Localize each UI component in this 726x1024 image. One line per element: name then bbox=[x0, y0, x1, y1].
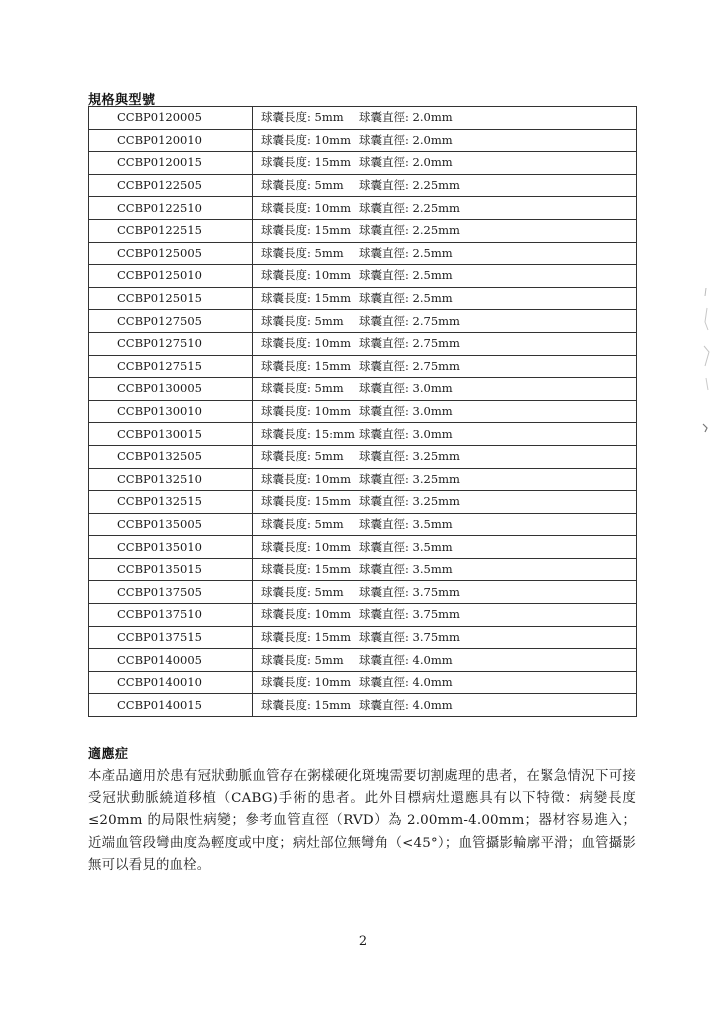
balloon-length: 球囊長度: 10mm bbox=[261, 471, 351, 486]
model-code-cell: CCBP0132515 bbox=[89, 491, 253, 514]
balloon-length: 球囊長度: 10mm bbox=[261, 132, 351, 147]
spec-table-row bbox=[89, 378, 637, 401]
model-code-cell: CCBP0132505 bbox=[89, 445, 253, 468]
balloon-diameter: 球囊直徑: 3.25mm bbox=[359, 494, 460, 509]
balloon-spec-cell bbox=[253, 265, 637, 288]
spec-table-row bbox=[89, 129, 637, 152]
balloon-length: 球囊長度: 5mm bbox=[261, 449, 344, 464]
balloon-spec-cell bbox=[253, 468, 637, 491]
balloon-spec-cell bbox=[253, 558, 637, 581]
model-code-cell: CCBP0132510 bbox=[89, 468, 253, 491]
balloon-diameter: 球囊直徑: 3.5mm bbox=[359, 516, 453, 531]
balloon-length: 球囊長度: 15:mm bbox=[261, 426, 355, 441]
balloon-diameter: 球囊直徑: 3.75mm bbox=[359, 607, 460, 622]
balloon-diameter: 球囊直徑: 2.0mm bbox=[359, 155, 453, 170]
model-code-cell: CCBP0135015 bbox=[89, 558, 253, 581]
balloon-spec-cell bbox=[253, 400, 637, 423]
spec-table-row bbox=[89, 265, 637, 288]
balloon-length: 球囊長度: 15mm bbox=[261, 697, 351, 712]
model-code-cell: CCBP0130005 bbox=[89, 378, 253, 401]
model-code-cell: CCBP0130015 bbox=[89, 423, 253, 446]
balloon-spec-cell bbox=[253, 626, 637, 649]
balloon-spec-cell bbox=[253, 604, 637, 627]
balloon-diameter: 球囊直徑: 4.0mm bbox=[359, 652, 453, 667]
balloon-diameter: 球囊直徑: 2.75mm bbox=[359, 313, 460, 328]
indications-heading: 適應症 bbox=[88, 747, 129, 762]
spec-table-row bbox=[89, 581, 637, 604]
spec-table-row bbox=[89, 626, 637, 649]
balloon-spec-cell bbox=[253, 310, 637, 333]
model-code-cell: CCBP0122510 bbox=[89, 197, 253, 220]
balloon-diameter: 球囊直徑: 2.5mm bbox=[359, 245, 453, 260]
balloon-spec-cell bbox=[253, 129, 637, 152]
model-code-cell: CCBP0122505 bbox=[89, 174, 253, 197]
indications-paragraph: 本產品適用於患有冠狀動脈血管存在粥樣硬化斑塊需要切割處理的患者，在緊急情況下可接受冠狀動脈繞道移植（CABG)手術的患者。此外目標病灶還應具有以下特徵：病變長度≤20mm 的局限性病變；參考血管直徑（RVD）為 2.00mm-4.00mm；器材容易進入；近端血管段彎曲度為輕度或中度；病灶部位無彎角（<45°）；血管攝影輪廓平滑；血管攝影無可以看見的血栓。 bbox=[88, 769, 636, 873]
model-code-cell: CCBP0140015 bbox=[89, 694, 253, 717]
spec-table-row bbox=[89, 513, 637, 536]
balloon-spec-cell bbox=[253, 536, 637, 559]
model-code-cell: CCBP0125005 bbox=[89, 242, 253, 265]
balloon-diameter: 球囊直徑: 2.75mm bbox=[359, 358, 460, 373]
balloon-length: 球囊長度: 5mm bbox=[261, 652, 344, 667]
model-code-cell: CCBP0127515 bbox=[89, 355, 253, 378]
balloon-length: 球囊長度: 15mm bbox=[261, 155, 351, 170]
model-code-cell: CCBP0127505 bbox=[89, 310, 253, 333]
balloon-spec-cell bbox=[253, 649, 637, 672]
balloon-diameter: 球囊直徑: 4.0mm bbox=[359, 675, 453, 690]
spec-table-row bbox=[89, 197, 637, 220]
spec-table-row bbox=[89, 649, 637, 672]
balloon-diameter: 球囊直徑: 3.5mm bbox=[359, 539, 453, 554]
balloon-length: 球囊長度: 10mm bbox=[261, 200, 351, 215]
balloon-length: 球囊長度: 5mm bbox=[261, 313, 344, 328]
spec-heading: 規格與型號 bbox=[88, 93, 156, 108]
balloon-spec-cell bbox=[253, 694, 637, 717]
balloon-length: 球囊長度: 10mm bbox=[261, 607, 351, 622]
spec-table-row bbox=[89, 332, 637, 355]
model-code-cell: CCBP0137515 bbox=[89, 626, 253, 649]
balloon-length: 球囊長度: 5mm bbox=[261, 516, 344, 531]
model-code-cell: CCBP0122515 bbox=[89, 219, 253, 242]
balloon-length: 球囊長度: 15mm bbox=[261, 494, 351, 509]
balloon-spec-cell bbox=[253, 671, 637, 694]
balloon-length: 球囊長度: 10mm bbox=[261, 268, 351, 283]
balloon-diameter: 球囊直徑: 3.0mm bbox=[359, 404, 453, 419]
balloon-diameter: 球囊直徑: 3.75mm bbox=[359, 584, 460, 599]
balloon-spec-cell bbox=[253, 332, 637, 355]
balloon-length: 球囊長度: 15mm bbox=[261, 223, 351, 238]
balloon-length: 球囊長度: 10mm bbox=[261, 675, 351, 690]
balloon-length: 球囊長度: 15mm bbox=[261, 562, 351, 577]
spec-table-row bbox=[89, 445, 637, 468]
balloon-spec-cell bbox=[253, 423, 637, 446]
balloon-diameter: 球囊直徑: 2.25mm bbox=[359, 223, 460, 238]
model-code-cell: CCBP0135010 bbox=[89, 536, 253, 559]
model-code-cell: CCBP0137505 bbox=[89, 581, 253, 604]
balloon-spec-cell bbox=[253, 174, 637, 197]
balloon-diameter: 球囊直徑: 2.75mm bbox=[359, 336, 460, 351]
model-code-cell: CCBP0140005 bbox=[89, 649, 253, 672]
balloon-diameter: 球囊直徑: 3.25mm bbox=[359, 449, 460, 464]
spec-table-row bbox=[89, 174, 637, 197]
balloon-spec-cell bbox=[253, 242, 637, 265]
balloon-spec-cell bbox=[253, 491, 637, 514]
balloon-length: 球囊長度: 10mm bbox=[261, 539, 351, 554]
balloon-diameter: 球囊直徑: 2.5mm bbox=[359, 268, 453, 283]
balloon-diameter: 球囊直徑: 4.0mm bbox=[359, 697, 453, 712]
balloon-diameter: 球囊直徑: 3.0mm bbox=[359, 426, 453, 441]
balloon-diameter: 球囊直徑: 2.25mm bbox=[359, 200, 460, 215]
spec-table-row bbox=[89, 604, 637, 627]
balloon-length: 球囊長度: 10mm bbox=[261, 336, 351, 351]
balloon-spec-cell bbox=[253, 581, 637, 604]
spec-table-row bbox=[89, 287, 637, 310]
balloon-length: 球囊長度: 5mm bbox=[261, 178, 344, 193]
balloon-diameter: 球囊直徑: 3.5mm bbox=[359, 562, 453, 577]
model-code-cell: CCBP0125010 bbox=[89, 265, 253, 288]
balloon-diameter: 球囊直徑: 3.0mm bbox=[359, 381, 453, 396]
balloon-length: 球囊長度: 15mm bbox=[261, 358, 351, 373]
balloon-length: 球囊長度: 5mm bbox=[261, 584, 344, 599]
balloon-spec-cell bbox=[253, 445, 637, 468]
balloon-spec-cell bbox=[253, 219, 637, 242]
spec-table-row bbox=[89, 310, 637, 333]
balloon-length: 球囊長度: 5mm bbox=[261, 381, 344, 396]
spec-table-row bbox=[89, 423, 637, 446]
balloon-spec-cell bbox=[253, 513, 637, 536]
model-code-cell: CCBP0125015 bbox=[89, 287, 253, 310]
margin-scan-marks bbox=[700, 286, 714, 436]
balloon-diameter: 球囊直徑: 2.0mm bbox=[359, 132, 453, 147]
model-code-cell: CCBP0120015 bbox=[89, 152, 253, 175]
model-code-cell: CCBP0137510 bbox=[89, 604, 253, 627]
spec-table-row bbox=[89, 219, 637, 242]
spec-table-row bbox=[89, 468, 637, 491]
balloon-spec-cell bbox=[253, 355, 637, 378]
spec-table-row bbox=[89, 107, 637, 130]
spec-table bbox=[88, 106, 637, 717]
spec-table-row bbox=[89, 491, 637, 514]
spec-table-row bbox=[89, 242, 637, 265]
spec-table-row bbox=[89, 152, 637, 175]
model-code-cell: CCBP0140010 bbox=[89, 671, 253, 694]
spec-table-row bbox=[89, 558, 637, 581]
model-code-cell: CCBP0120010 bbox=[89, 129, 253, 152]
balloon-diameter: 球囊直徑: 2.0mm bbox=[359, 110, 453, 125]
balloon-length: 球囊長度: 5mm bbox=[261, 110, 344, 125]
model-code-cell: CCBP0120005 bbox=[89, 107, 253, 130]
balloon-spec-cell bbox=[253, 107, 637, 130]
spec-table-row bbox=[89, 694, 637, 717]
spec-table-body bbox=[89, 107, 637, 717]
balloon-length: 球囊長度: 15mm bbox=[261, 629, 351, 644]
model-code-cell: CCBP0130010 bbox=[89, 400, 253, 423]
balloon-spec-cell bbox=[253, 197, 637, 220]
balloon-diameter: 球囊直徑: 2.5mm bbox=[359, 291, 453, 306]
balloon-length: 球囊長度: 5mm bbox=[261, 245, 344, 260]
balloon-spec-cell bbox=[253, 287, 637, 310]
balloon-length: 球囊長度: 15mm bbox=[261, 291, 351, 306]
balloon-spec-cell bbox=[253, 378, 637, 401]
balloon-diameter: 球囊直徑: 3.25mm bbox=[359, 471, 460, 486]
balloon-diameter: 球囊直徑: 2.25mm bbox=[359, 178, 460, 193]
spec-table-row bbox=[89, 400, 637, 423]
spec-table-row bbox=[89, 671, 637, 694]
model-code-cell: CCBP0127510 bbox=[89, 332, 253, 355]
model-code-cell: CCBP0135005 bbox=[89, 513, 253, 536]
balloon-diameter: 球囊直徑: 3.75mm bbox=[359, 629, 460, 644]
spec-table-row bbox=[89, 355, 637, 378]
spec-table-row bbox=[89, 536, 637, 559]
page-number: 2 bbox=[358, 934, 368, 949]
balloon-spec-cell bbox=[253, 152, 637, 175]
balloon-length: 球囊長度: 10mm bbox=[261, 404, 351, 419]
